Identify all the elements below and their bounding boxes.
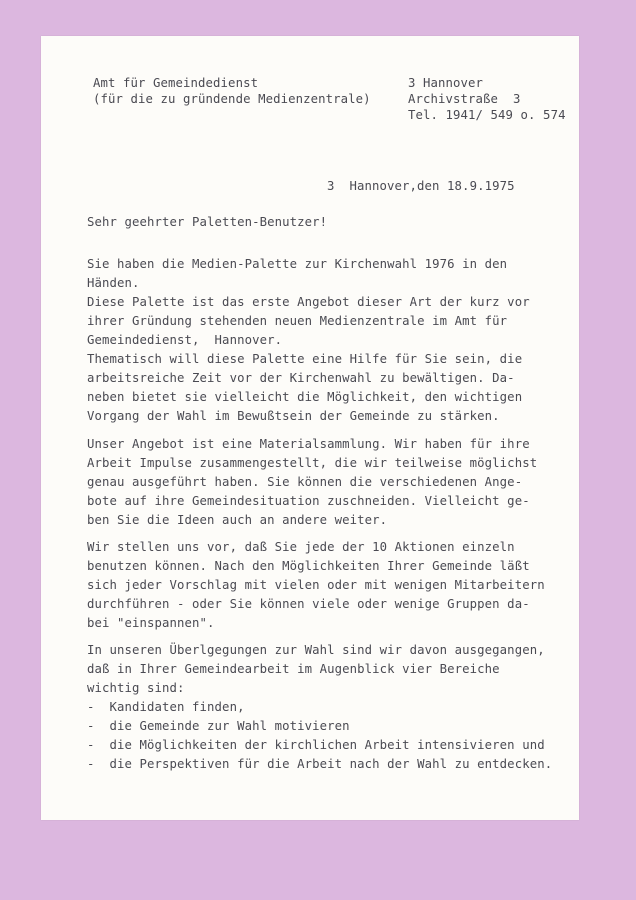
sender-line-1: Amt für Gemeindedienst [93,76,259,90]
paragraph-1-line-8: neben bietet sie vielleicht die Möglichkeit, den wichtigen [87,390,523,404]
address-line-1: 3 Hannover [408,76,484,90]
paragraph-3-line-2: benutzen können. Nach den Möglichkeiten Ihrer Gemeinde läßt [87,559,530,573]
paragraph-2-line-2: Arbeit Impulse zusammengestellt, die wir teilweise möglichst [87,456,538,470]
paragraph-3-line-5: bei "einspannen". [87,616,215,630]
paragraph-3-line-4: durchführen - oder Sie können viele oder wenige Gruppen da- [87,597,530,611]
sender-line-2: (für die zu gründende Medienzentrale) [93,92,371,106]
paragraph-3-line-1: Wir stellen uns vor, daß Sie jede der 10 Aktionen einzeln [87,540,515,554]
letter-page [41,36,579,820]
paragraph-4-line-1: In unseren Überlgegungen zur Wahl sind wir davon ausgegangen, [87,643,545,657]
paragraph-1-line-6: Thematisch will diese Palette eine Hilfe für Sie sein, die [87,352,523,366]
paragraph-1-line-1: Sie haben die Medien-Palette zur Kirchenwahl 1976 in den [87,257,508,271]
paragraph-1-line-2: Händen. [87,276,140,290]
paragraph-2-line-3: genau ausgeführt haben. Sie können die verschiedenen Ange- [87,475,523,489]
paragraph-1-line-7: arbeitsreiche Zeit vor der Kirchenwahl zu bewältigen. Da- [87,371,515,385]
salutation: Sehr geehrter Paletten-Benutzer! [87,215,328,229]
paragraph-2-line-5: ben Sie die Ideen auch an andere weiter. [87,513,388,527]
paragraph-2-line-4: bote auf ihre Gemeindesituation zuschneiden. Vielleicht ge- [87,494,530,508]
paragraph-1-line-4: ihrer Gründung stehenden neuen Medienzentrale im Amt für [87,314,508,328]
list-item-2: - die Gemeinde zur Wahl motivieren [87,719,350,733]
address-line-3: Tel. 1941/ 549 o. 574 [408,108,566,122]
date-line: 3 Hannover,den 18.9.1975 [327,179,515,193]
paragraph-1-line-5: Gemeindedienst, Hannover. [87,333,283,347]
paragraph-4-line-3: wichtig sind: [87,681,185,695]
paragraph-1-line-3: Diese Palette ist das erste Angebot dieser Art der kurz vor [87,295,530,309]
paragraph-3-line-3: sich jeder Vorschlag mit vielen oder mit wenigen Mitarbeitern [87,578,545,592]
list-item-3: - die Möglichkeiten der kirchlichen Arbeit intensivieren und [87,738,545,752]
paragraph-1-line-9: Vorgang der Wahl im Bewußtsein der Gemeinde zu stärken. [87,409,500,423]
paragraph-4-line-2: daß in Ihrer Gemeindearbeit im Augenblick vier Bereiche [87,662,500,676]
paragraph-2-line-1: Unser Angebot ist eine Materialsammlung. Wir haben für ihre [87,437,530,451]
list-item-4: - die Perspektiven für die Arbeit nach der Wahl zu entdecken. [87,757,553,771]
address-line-2: Archivstraße 3 [408,92,521,106]
list-item-1: - Kandidaten finden, [87,700,245,714]
